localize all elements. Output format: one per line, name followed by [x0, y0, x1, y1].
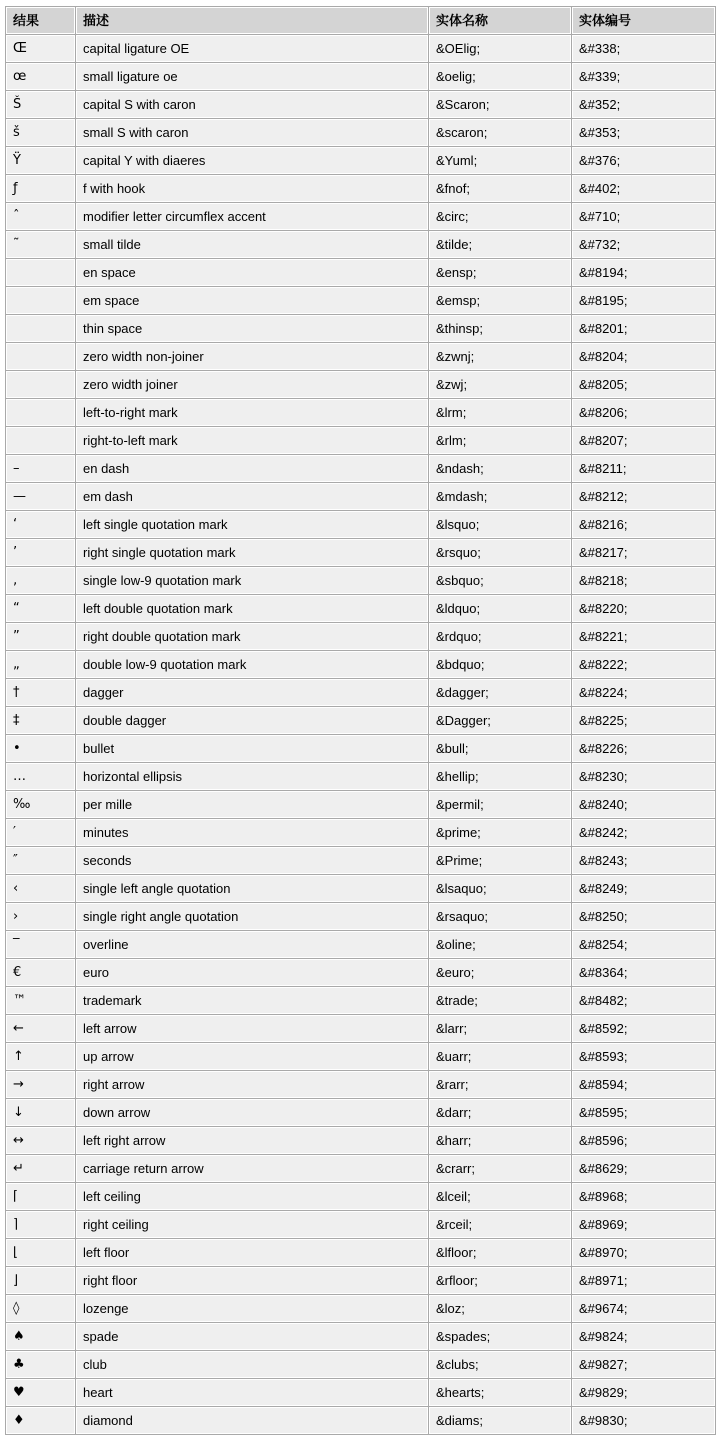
table-row: [6, 91, 716, 119]
description-cell: single right angle quotation: [76, 903, 429, 931]
entity-name-cell: &darr;: [429, 1099, 572, 1127]
table-row: [6, 1183, 716, 1211]
result-cell: ↔: [6, 1127, 76, 1155]
entity-number-cell: &#8592;: [572, 1015, 716, 1043]
description-cell: single low-9 quotation mark: [76, 567, 429, 595]
entity-name-cell: &rlm;: [429, 427, 572, 455]
entity-name-cell: &oline;: [429, 931, 572, 959]
result-cell: [6, 427, 76, 455]
entity-number-cell: &#8968;: [572, 1183, 716, 1211]
table-row: [6, 455, 716, 483]
header-entity-name: 实体名称: [429, 7, 572, 35]
table-row: [6, 35, 716, 63]
description-cell: bullet: [76, 735, 429, 763]
table-row: [6, 1267, 716, 1295]
description-cell: left arrow: [76, 1015, 429, 1043]
entity-name-cell: &diams;: [429, 1407, 572, 1435]
entity-number-cell: &#8218;: [572, 567, 716, 595]
entity-table-body: [6, 35, 716, 1435]
table-row: [6, 595, 716, 623]
entity-number-cell: &#8243;: [572, 847, 716, 875]
entity-name-cell: &prime;: [429, 819, 572, 847]
table-row: [6, 987, 716, 1015]
result-cell: ⌋: [6, 1267, 76, 1295]
entity-name-cell: &spades;: [429, 1323, 572, 1351]
entity-name-cell: &bull;: [429, 735, 572, 763]
description-cell: modifier letter circumflex accent: [76, 203, 429, 231]
result-cell: ″: [6, 847, 76, 875]
table-row: [6, 1351, 716, 1379]
entity-number-cell: &#9674;: [572, 1295, 716, 1323]
table-row: [6, 1071, 716, 1099]
table-row: [6, 1211, 716, 1239]
table-row: [6, 1295, 716, 1323]
entity-number-cell: &#9827;: [572, 1351, 716, 1379]
result-cell: Œ: [6, 35, 76, 63]
entity-name-cell: &hellip;: [429, 763, 572, 791]
description-cell: left ceiling: [76, 1183, 429, 1211]
entity-number-cell: &#8254;: [572, 931, 716, 959]
entity-name-cell: &circ;: [429, 203, 572, 231]
description-cell: f with hook: [76, 175, 429, 203]
table-row: [6, 427, 716, 455]
entity-name-cell: &Dagger;: [429, 707, 572, 735]
table-row: [6, 651, 716, 679]
entity-number-cell: &#8205;: [572, 371, 716, 399]
result-cell: œ: [6, 63, 76, 91]
entity-name-cell: &bdquo;: [429, 651, 572, 679]
entity-number-cell: &#338;: [572, 35, 716, 63]
table-row: [6, 875, 716, 903]
entity-number-cell: &#353;: [572, 119, 716, 147]
entity-number-cell: &#8593;: [572, 1043, 716, 1071]
result-cell: •: [6, 735, 76, 763]
result-cell: š: [6, 119, 76, 147]
description-cell: right single quotation mark: [76, 539, 429, 567]
description-cell: left right arrow: [76, 1127, 429, 1155]
table-row: [6, 623, 716, 651]
entity-name-cell: &hearts;: [429, 1379, 572, 1407]
entity-number-cell: &#8225;: [572, 707, 716, 735]
description-cell: thin space: [76, 315, 429, 343]
entity-number-cell: &#8594;: [572, 1071, 716, 1099]
description-cell: right-to-left mark: [76, 427, 429, 455]
entity-name-cell: &Prime;: [429, 847, 572, 875]
entity-number-cell: &#710;: [572, 203, 716, 231]
entity-name-cell: &fnof;: [429, 175, 572, 203]
description-cell: diamond: [76, 1407, 429, 1435]
entity-number-cell: &#8211;: [572, 455, 716, 483]
description-cell: left single quotation mark: [76, 511, 429, 539]
table-row: [6, 763, 716, 791]
entity-name-cell: &permil;: [429, 791, 572, 819]
entity-name-cell: &rdquo;: [429, 623, 572, 651]
entity-name-cell: &loz;: [429, 1295, 572, 1323]
entity-number-cell: &#8249;: [572, 875, 716, 903]
description-cell: capital Y with diaeres: [76, 147, 429, 175]
entity-name-cell: &lsaquo;: [429, 875, 572, 903]
result-cell: [6, 343, 76, 371]
result-cell: ⌊: [6, 1239, 76, 1267]
table-row: [6, 735, 716, 763]
result-cell: ♥: [6, 1379, 76, 1407]
entity-name-cell: &sbquo;: [429, 567, 572, 595]
table-row: [6, 315, 716, 343]
entity-reference-table: [5, 6, 716, 1435]
entity-number-cell: &#8216;: [572, 511, 716, 539]
description-cell: right arrow: [76, 1071, 429, 1099]
description-cell: capital ligature OE: [76, 35, 429, 63]
entity-number-cell: &#8971;: [572, 1267, 716, 1295]
entity-name-cell: &mdash;: [429, 483, 572, 511]
table-row: [6, 511, 716, 539]
entity-number-cell: &#8242;: [572, 819, 716, 847]
entity-name-cell: &harr;: [429, 1127, 572, 1155]
table-row: [6, 1379, 716, 1407]
table-row: [6, 1127, 716, 1155]
entity-name-cell: &trade;: [429, 987, 572, 1015]
description-cell: small tilde: [76, 231, 429, 259]
entity-name-cell: &rceil;: [429, 1211, 572, 1239]
description-cell: right double quotation mark: [76, 623, 429, 651]
description-cell: carriage return arrow: [76, 1155, 429, 1183]
description-cell: left-to-right mark: [76, 399, 429, 427]
result-cell: ˆ: [6, 203, 76, 231]
entity-number-cell: &#8629;: [572, 1155, 716, 1183]
result-cell: €: [6, 959, 76, 987]
entity-name-cell: &rsquo;: [429, 539, 572, 567]
table-row: [6, 287, 716, 315]
entity-number-cell: &#402;: [572, 175, 716, 203]
result-cell: ′: [6, 819, 76, 847]
entity-number-cell: &#8595;: [572, 1099, 716, 1127]
result-cell: —: [6, 483, 76, 511]
result-cell: ‰: [6, 791, 76, 819]
description-cell: up arrow: [76, 1043, 429, 1071]
entity-number-cell: &#8226;: [572, 735, 716, 763]
description-cell: left double quotation mark: [76, 595, 429, 623]
entity-name-cell: &lfloor;: [429, 1239, 572, 1267]
header-entity-number: 实体编号: [572, 7, 716, 35]
table-row: [6, 175, 716, 203]
entity-number-cell: &#8201;: [572, 315, 716, 343]
result-cell: Ÿ: [6, 147, 76, 175]
table-row: [6, 1099, 716, 1127]
table-row: [6, 1407, 716, 1435]
table-row: [6, 707, 716, 735]
entity-number-cell: &#8220;: [572, 595, 716, 623]
result-cell: [6, 399, 76, 427]
entity-number-cell: &#9824;: [572, 1323, 716, 1351]
table-row: [6, 791, 716, 819]
description-cell: lozenge: [76, 1295, 429, 1323]
result-cell: ◊: [6, 1295, 76, 1323]
entity-number-cell: &#8596;: [572, 1127, 716, 1155]
result-cell: ♠: [6, 1323, 76, 1351]
table-row: [6, 1043, 716, 1071]
entity-name-cell: &OElig;: [429, 35, 572, 63]
table-row: [6, 679, 716, 707]
table-row: [6, 903, 716, 931]
entity-number-cell: &#8206;: [572, 399, 716, 427]
result-cell: ˜: [6, 231, 76, 259]
entity-name-cell: &lrm;: [429, 399, 572, 427]
description-cell: dagger: [76, 679, 429, 707]
description-cell: double low-9 quotation mark: [76, 651, 429, 679]
description-cell: em space: [76, 287, 429, 315]
entity-name-cell: &rfloor;: [429, 1267, 572, 1295]
description-cell: down arrow: [76, 1099, 429, 1127]
entity-number-cell: &#8969;: [572, 1211, 716, 1239]
entity-number-cell: &#8364;: [572, 959, 716, 987]
table-row: [6, 231, 716, 259]
description-cell: club: [76, 1351, 429, 1379]
description-cell: horizontal ellipsis: [76, 763, 429, 791]
entity-name-cell: &rarr;: [429, 1071, 572, 1099]
table-row: [6, 343, 716, 371]
table-row: [6, 819, 716, 847]
table-row: [6, 959, 716, 987]
table-row: [6, 371, 716, 399]
result-cell: [6, 287, 76, 315]
entity-name-cell: &clubs;: [429, 1351, 572, 1379]
description-cell: left floor: [76, 1239, 429, 1267]
result-cell: [6, 259, 76, 287]
entity-name-cell: &scaron;: [429, 119, 572, 147]
header-result: 结果: [6, 7, 76, 35]
result-cell: ⌈: [6, 1183, 76, 1211]
entity-number-cell: &#8204;: [572, 343, 716, 371]
description-cell: minutes: [76, 819, 429, 847]
entity-number-cell: &#8482;: [572, 987, 716, 1015]
result-cell: ⌉: [6, 1211, 76, 1239]
description-cell: euro: [76, 959, 429, 987]
description-cell: right floor: [76, 1267, 429, 1295]
entity-name-cell: &tilde;: [429, 231, 572, 259]
table-header-row: [6, 7, 716, 35]
entity-number-cell: &#8207;: [572, 427, 716, 455]
result-cell: ™: [6, 987, 76, 1015]
entity-number-cell: &#9830;: [572, 1407, 716, 1435]
entity-number-cell: &#8222;: [572, 651, 716, 679]
table-row: [6, 203, 716, 231]
result-cell: ←: [6, 1015, 76, 1043]
entity-name-cell: &Scaron;: [429, 91, 572, 119]
result-cell: ↓: [6, 1099, 76, 1127]
table-row: [6, 567, 716, 595]
description-cell: heart: [76, 1379, 429, 1407]
result-cell: ›: [6, 903, 76, 931]
description-cell: em dash: [76, 483, 429, 511]
table-row: [6, 399, 716, 427]
description-cell: per mille: [76, 791, 429, 819]
table-row: [6, 931, 716, 959]
result-cell: Š: [6, 91, 76, 119]
entity-name-cell: &emsp;: [429, 287, 572, 315]
result-cell: ’: [6, 539, 76, 567]
table-row: [6, 847, 716, 875]
result-cell: ♣: [6, 1351, 76, 1379]
result-cell: [6, 371, 76, 399]
entity-name-cell: &zwnj;: [429, 343, 572, 371]
entity-name-cell: &uarr;: [429, 1043, 572, 1071]
table-row: [6, 119, 716, 147]
entity-number-cell: &#8221;: [572, 623, 716, 651]
result-cell: [6, 315, 76, 343]
description-cell: zero width non-joiner: [76, 343, 429, 371]
entity-number-cell: &#732;: [572, 231, 716, 259]
result-cell: ”: [6, 623, 76, 651]
description-cell: double dagger: [76, 707, 429, 735]
result-cell: “: [6, 595, 76, 623]
header-description: 描述: [76, 7, 429, 35]
entity-number-cell: &#376;: [572, 147, 716, 175]
result-cell: ƒ: [6, 175, 76, 203]
result-cell: ↵: [6, 1155, 76, 1183]
entity-number-cell: &#8212;: [572, 483, 716, 511]
entity-number-cell: &#8217;: [572, 539, 716, 567]
result-cell: ‘: [6, 511, 76, 539]
entity-name-cell: &Yuml;: [429, 147, 572, 175]
description-cell: right ceiling: [76, 1211, 429, 1239]
entity-name-cell: &ndash;: [429, 455, 572, 483]
entity-name-cell: &oelig;: [429, 63, 572, 91]
entity-name-cell: &ensp;: [429, 259, 572, 287]
description-cell: overline: [76, 931, 429, 959]
entity-name-cell: &euro;: [429, 959, 572, 987]
result-cell: –: [6, 455, 76, 483]
table-header: [6, 7, 716, 35]
entity-number-cell: &#8240;: [572, 791, 716, 819]
entity-number-cell: &#8195;: [572, 287, 716, 315]
entity-number-cell: &#8224;: [572, 679, 716, 707]
description-cell: seconds: [76, 847, 429, 875]
entity-name-cell: &ldquo;: [429, 595, 572, 623]
entity-number-cell: &#339;: [572, 63, 716, 91]
entity-number-cell: &#9829;: [572, 1379, 716, 1407]
table-row: [6, 483, 716, 511]
entity-number-cell: &#8970;: [572, 1239, 716, 1267]
entity-name-cell: &zwj;: [429, 371, 572, 399]
entity-name-cell: &larr;: [429, 1015, 572, 1043]
entity-number-cell: &#8194;: [572, 259, 716, 287]
entity-name-cell: &dagger;: [429, 679, 572, 707]
result-cell: …: [6, 763, 76, 791]
description-cell: zero width joiner: [76, 371, 429, 399]
result-cell: ‡: [6, 707, 76, 735]
table-row: [6, 1239, 716, 1267]
table-row: [6, 63, 716, 91]
entity-name-cell: &lceil;: [429, 1183, 572, 1211]
entity-name-cell: &thinsp;: [429, 315, 572, 343]
description-cell: en space: [76, 259, 429, 287]
description-cell: trademark: [76, 987, 429, 1015]
table-row: [6, 1323, 716, 1351]
entity-name-cell: &lsquo;: [429, 511, 572, 539]
description-cell: small S with caron: [76, 119, 429, 147]
result-cell: ‾: [6, 931, 76, 959]
result-cell: ‚: [6, 567, 76, 595]
result-cell: →: [6, 1071, 76, 1099]
entity-name-cell: &crarr;: [429, 1155, 572, 1183]
table-row: [6, 259, 716, 287]
result-cell: †: [6, 679, 76, 707]
result-cell: ‹: [6, 875, 76, 903]
description-cell: small ligature oe: [76, 63, 429, 91]
entity-number-cell: &#8230;: [572, 763, 716, 791]
table-row: [6, 539, 716, 567]
entity-number-cell: &#8250;: [572, 903, 716, 931]
entity-name-cell: &rsaquo;: [429, 903, 572, 931]
table-row: [6, 1155, 716, 1183]
description-cell: single left angle quotation: [76, 875, 429, 903]
entity-number-cell: &#352;: [572, 91, 716, 119]
description-cell: spade: [76, 1323, 429, 1351]
table-row: [6, 147, 716, 175]
table-row: [6, 1015, 716, 1043]
result-cell: „: [6, 651, 76, 679]
description-cell: en dash: [76, 455, 429, 483]
description-cell: capital S with caron: [76, 91, 429, 119]
result-cell: ↑: [6, 1043, 76, 1071]
result-cell: ♦: [6, 1407, 76, 1435]
